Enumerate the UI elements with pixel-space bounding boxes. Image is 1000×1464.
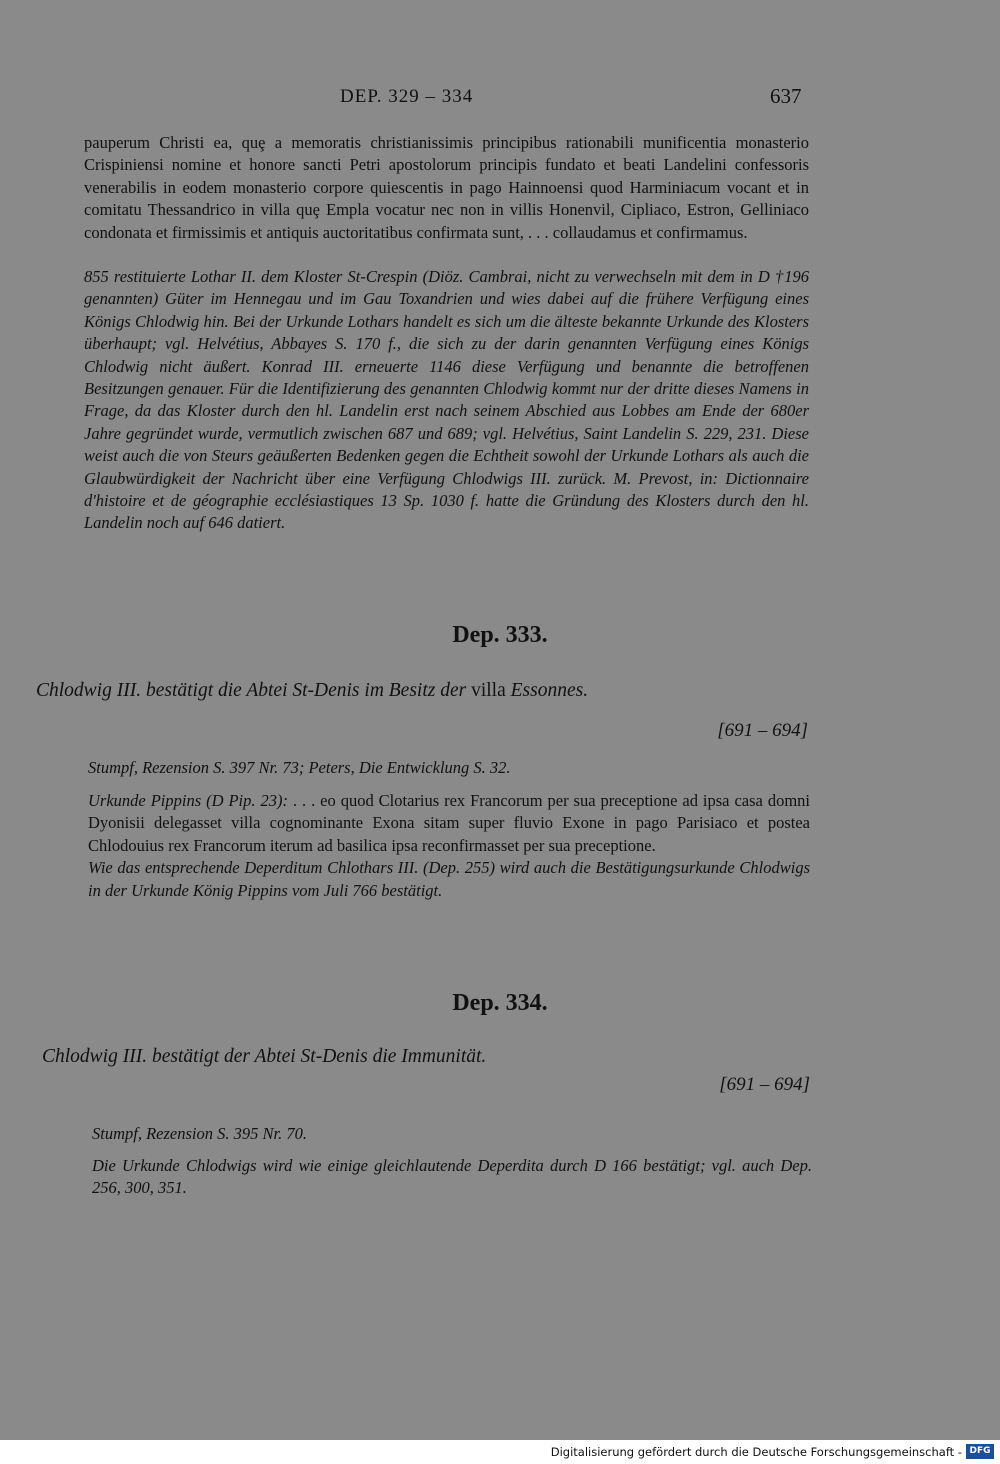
dep334-heading: Dep. 334.: [452, 990, 548, 1016]
footer-bar: [0, 1440, 1000, 1464]
dep333-heading: Dep. 333.: [452, 622, 548, 648]
page-number: 637: [770, 84, 802, 108]
dep333-regest-place: Essonnes.: [505, 680, 589, 701]
dep334-date: [691 – 694]: [719, 1074, 810, 1095]
dep333-regest: [36, 680, 816, 702]
dep333-citation-label: Urkunde Pippins (D Pip. 23):: [88, 791, 288, 810]
latin-quotation-text: pauperum Christi ea, quȩ a memoratis christianissimis principibus rationabili munificentia monasterio Crispiniensi nomine et honore sancti Petri apostolorum principis fundato et beati Landelini confessoris venerabilis in eodem monasterio corpore quiescentis in pago Hainnoensi quod Harminiacum vocant et in comitatu Thessandrico in villa quȩ Empla vocatur nec non in villis Honenvil, Cipliaco, Estron, Gelliniaco condonata et firmissimis et antiquis auctoritatibus confirmata sunt, . . . collaudamus et confirmamus.: [84, 133, 809, 242]
running-head: DEP. 329 – 334: [340, 86, 474, 107]
latin-quotation: [84, 132, 809, 244]
dep334-sources: Stumpf, Rezension S. 395 Nr. 70.: [92, 1124, 307, 1143]
commentary-dep332-text: 855 restituierte Lothar II. dem Kloster St-Crespin (Diöz. Cambrai, nicht zu verwechseln mit dem in D †196 genannten) Güter im Hennegau und im Gau Toxandrien und wies dabei auf die frühere Verfügung eines Königs Chlodwig hin. Bei der Urkunde Lothars handelt es sich um die älteste bekannte Urkunde des Klosters überhaupt; vgl. Helvétius, Abbayes S. 170 f., die sich zu der darin genannten Verfügung eines Königs Chlodwig nicht äußert. Konrad III. erneuerte 1146 diese Verfügung und benannte die betroffenen Besitzungen genauer. Für die Identifizierung des genannten Chlodwig kommt nur der dritte dieses Namens in Frage, da das Kloster durch den hl. Landelin erst nach seinem Abschied aus Lobbes am Ende der 680er Jahre gegründet wurde, vermutlich zwischen 687 und 689; vgl. Helvétius, Saint Landelin S. 229, 231. Diese weist auch die von Steurs geäußerten Bedenken gegen die Echtheit sowohl der Urkunde Lothars als auch die Glaubwürdigkeit der Nachricht über eine Verfügung Chlodwigs III. zurück. M. Prevost, in: Dictionnaire d'histoire et de géographie ecclésiastiques 13 Sp. 1030 f. hatte die Gründung des Klosters durch den hl. Landelin noch auf 646 datiert.: [84, 267, 809, 533]
dep334-regest: Chlodwig III. bestätigt der Abtei St-Denis die Immunität.: [42, 1046, 487, 1067]
dep333-sources: Stumpf, Rezension S. 397 Nr. 73; Peters, Die Entwicklung S. 32.: [88, 758, 511, 777]
dep333-date: [691 – 694]: [717, 720, 808, 741]
funding-credit: Digitalisierung gefördert durch die Deutsche Forschungsgemeinschaft -: [550, 1445, 962, 1459]
dfg-logo: DFG: [966, 1444, 994, 1459]
dep333-regest-text: Chlodwig III. bestätigt die Abtei St-Denis im Besitz der: [36, 680, 472, 701]
dep333-citation-para: [88, 790, 810, 857]
dep333-commentary: Wie das entsprechende Deperditum Chlothars III. (Dep. 255) wird auch die Bestätigungsurkunde Chlodwigs in der Urkunde König Pippins vom Juli 766 bestätigt.: [88, 858, 810, 900]
commentary-dep332: [84, 266, 809, 535]
dep334-commentary: [92, 1155, 812, 1200]
dep334-commentary-text: Die Urkunde Chlodwigs wird wie einige gleichlautende Deperdita durch D 166 bestätigt; vgl. auch Dep. 256, 300, 351.: [92, 1156, 812, 1198]
dep333-citation: [88, 790, 810, 902]
dep333-regest-villa: villa: [471, 680, 506, 701]
dep333-citation-text: . . . eo quod Clotarius rex Francorum per sua preceptione ad ipsa casa domni Dyonisii delegasset villa cognominante Exona sitam super fluvio Exone in pago Parisiaco et postea Chlodouius rex Francorum iterum ad basilica ipsa reconfirmasset per sua preceptione.: [88, 791, 810, 855]
